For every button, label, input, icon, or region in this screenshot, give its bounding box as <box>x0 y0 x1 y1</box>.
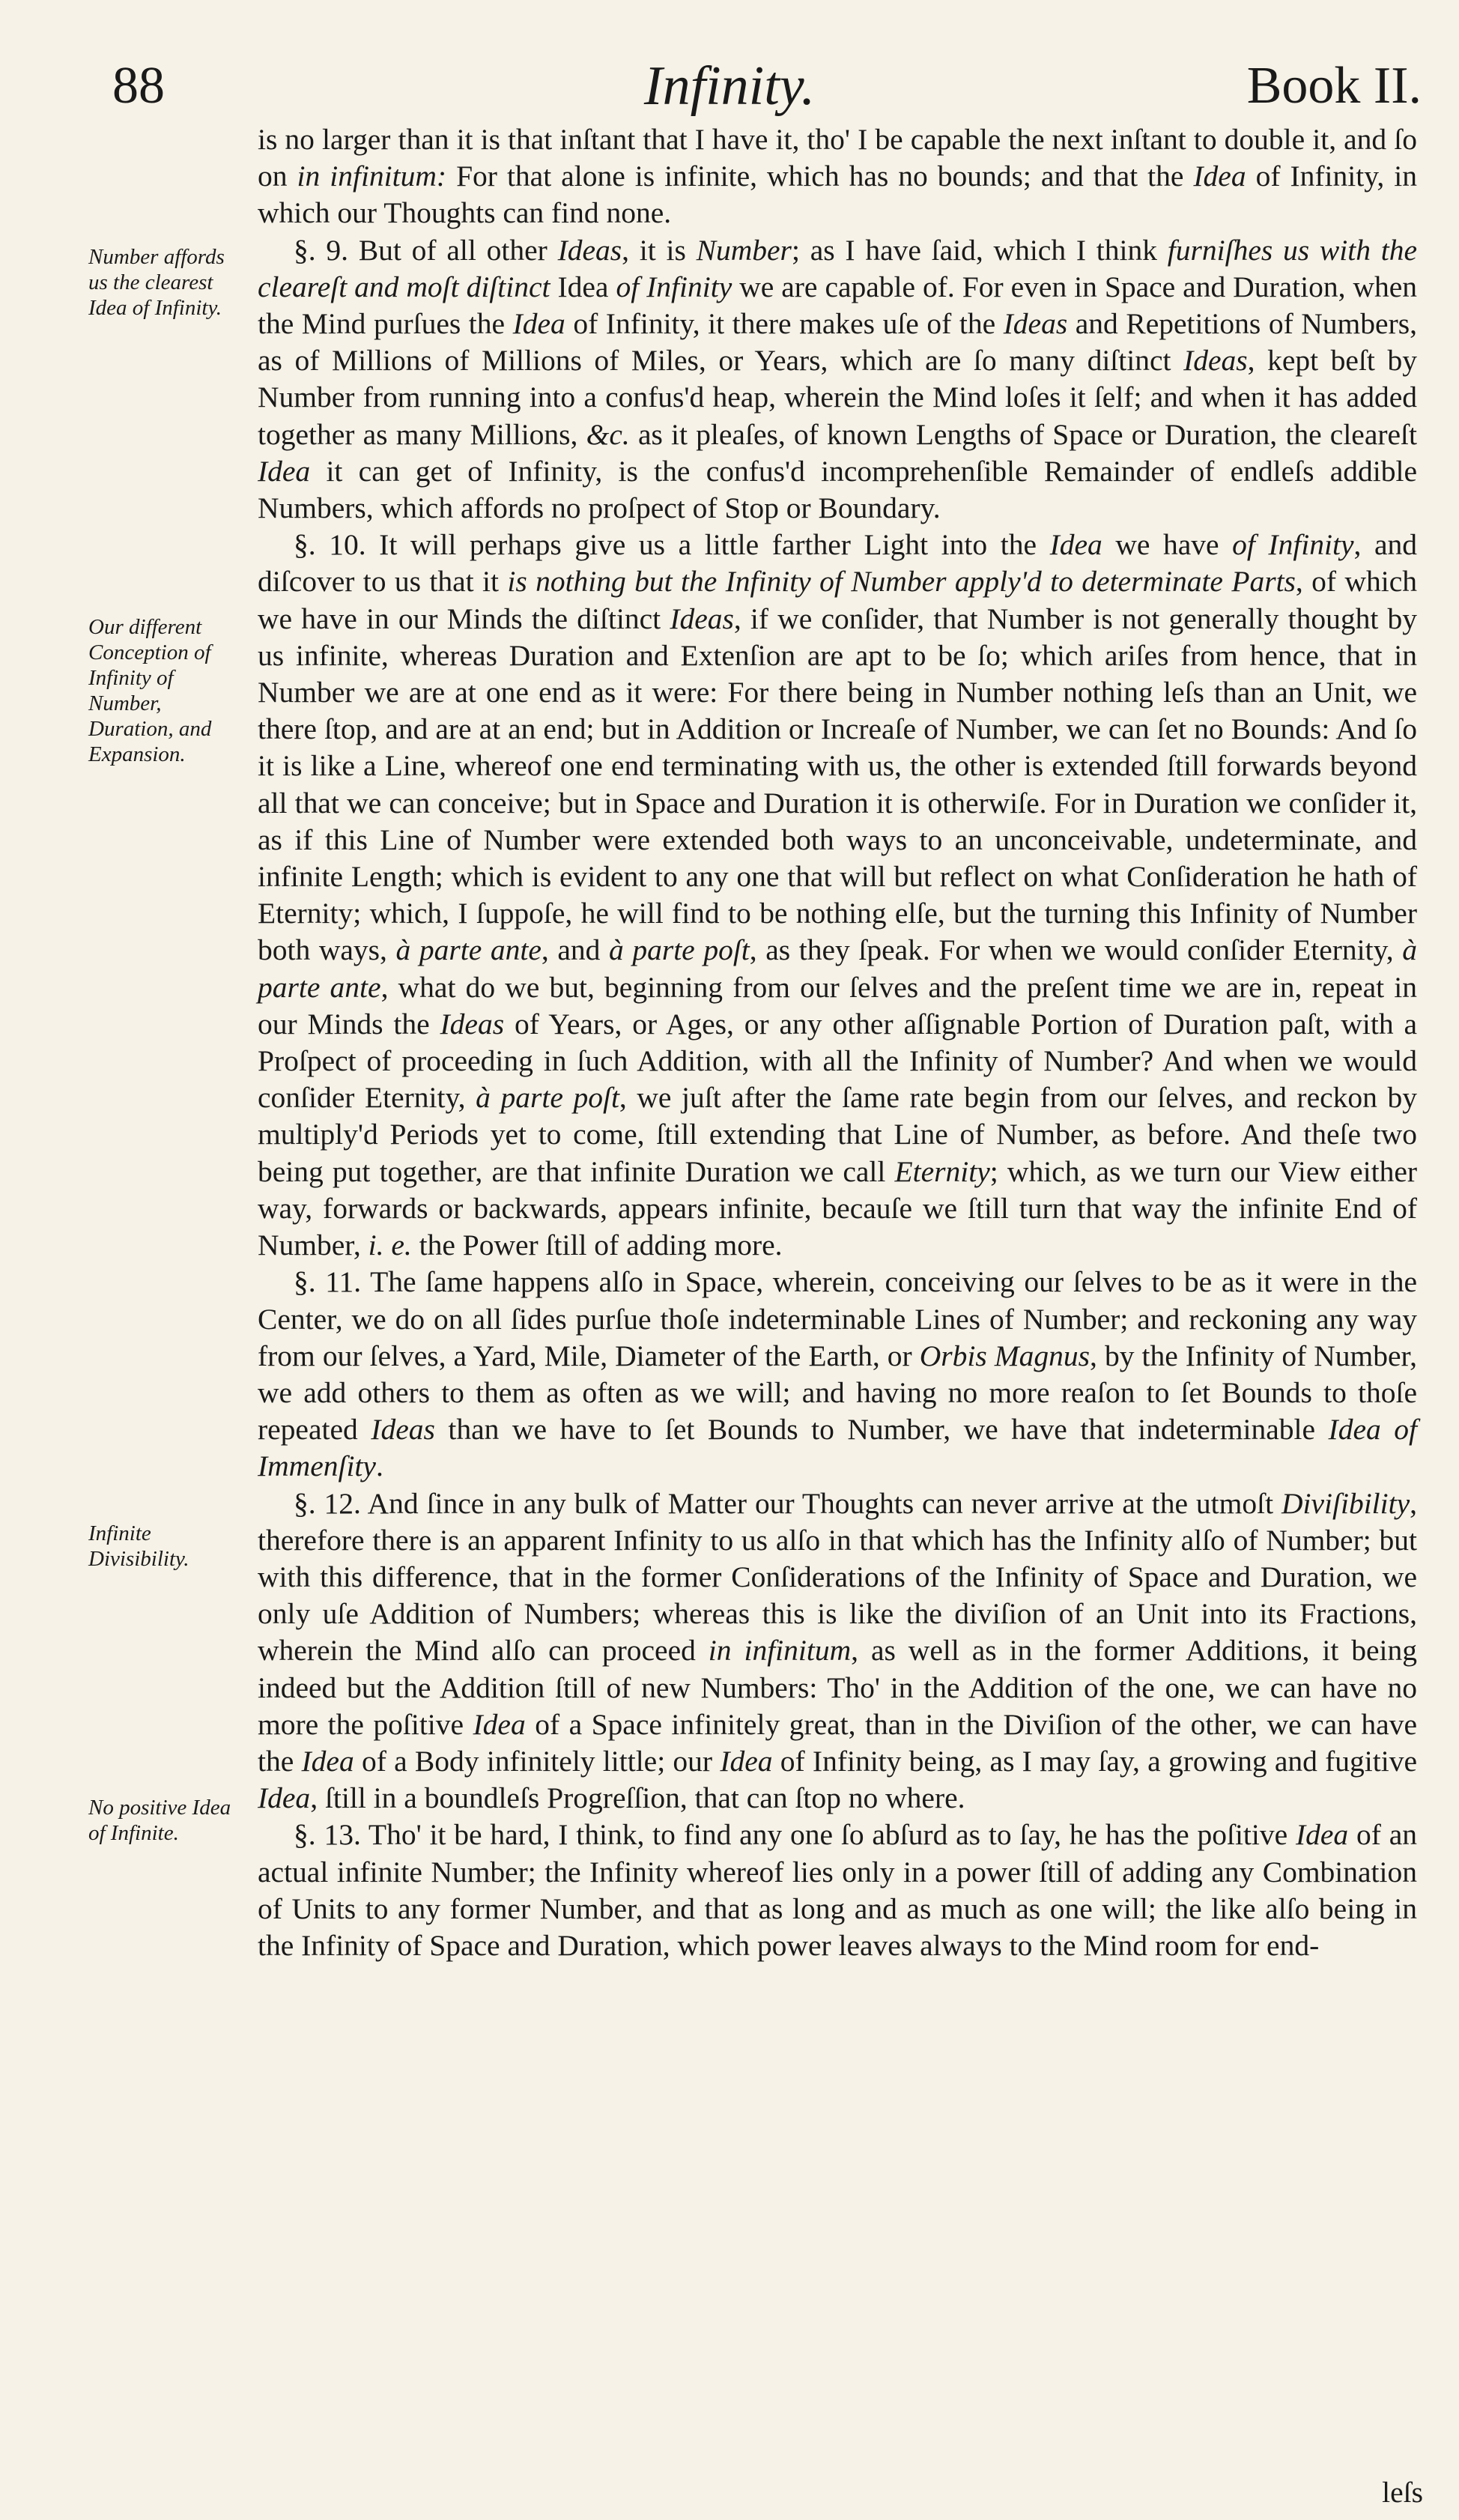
text-run: ; which, as we turn our View either way, forwards or backwards, appears infinite, becauſe we ſtill turn that way the infinite End of Number, <box>258 1154 1418 1262</box>
italic-run: Idea <box>1049 528 1102 562</box>
text-run: than we have to ſet Bounds to Number, we have that indeterminable <box>434 1413 1329 1447</box>
italic-run: Ideas <box>371 1413 435 1447</box>
text-run: , and diſcover to us that it <box>258 528 1418 599</box>
italic-run: Ideas <box>557 233 622 267</box>
book-label: Book II. <box>1246 57 1422 115</box>
italic-run: Idea of Immenſity <box>258 1413 1417 1483</box>
italic-run: à parte ante <box>258 933 1417 1004</box>
text-run: §. 13. Tho' it be hard, I think, to find any one ſo abſurd as to ſay, he has the poſitive <box>294 1818 1296 1852</box>
text-run: and Repetitions of Numbers, as of Millions of Millions of Miles, or Years, which are ſo many diſtinct <box>258 307 1417 378</box>
italic-run: is nothing but the Infinity of Number apply'd to determinate Parts <box>507 565 1296 599</box>
italic-run: Ideas <box>1183 344 1248 378</box>
text-run: is no larger than it is that inſtant that I have it, tho' I be capable the next inſtant to double it, and ſo on <box>258 123 1417 193</box>
text-run: §. 9. But of all other <box>294 233 558 267</box>
italic-run: Ideas <box>670 602 734 635</box>
sidenote-no-positive-idea: No positive Idea of Infinite. <box>88 1796 231 1845</box>
italic-run: à parte poſt <box>608 933 750 967</box>
sidenote-conception: Our different Conception of Infinity of Number, Duration, and Expansion. <box>88 615 212 766</box>
sidenote-number: Number affords us the clearest Idea of Infinity. <box>88 245 225 320</box>
text-run: as it pleaſes, of known Lengths of Space or Duration, the cleareſt <box>629 417 1417 451</box>
italic-run: Idea <box>473 1707 526 1741</box>
italic-run: Idea <box>1193 160 1246 193</box>
paragraph-section-9 <box>258 232 1417 527</box>
text-run: , we juſt after the ſame rate begin from our ſelves, and reckon by multiply'd Periods yet to come, ſtill extending that Line of Number, as before. And theſe two being put together, are that infinite Duration we call <box>258 1081 1417 1188</box>
italic-run: à parte poſt <box>476 1081 619 1115</box>
running-title: Infinity. <box>643 55 816 117</box>
italic-run: Idea <box>720 1744 773 1778</box>
text-run: §. 12. And ſince in any bulk of Matter our Thoughts can never arrive at the utmoſt <box>294 1486 1281 1520</box>
italic-run: Idea <box>1295 1818 1349 1852</box>
text-run: , of which we have in our Minds the diſtinct <box>258 565 1417 635</box>
text-run: , as well as in the former Additions, it being indeed but the Addition ſtill of new Numbers: Tho' in the Addition of the one, we can have no more the poſitive <box>258 1634 1418 1741</box>
text-run: of a Body infinitely little; our <box>354 1744 721 1778</box>
italic-run: Idea <box>301 1744 354 1778</box>
paragraph <box>258 121 1417 232</box>
text-run: it can get of Infinity, is the confus'd incomprehenſible Remainder of endleſs addible Numbers, which affords no proſpect of Stop or Boundary. <box>258 454 1417 525</box>
text-run: Idea <box>550 270 616 303</box>
text-run: , ſtill in a boundleſs Progreſſion, that can ſtop no where. <box>310 1781 965 1815</box>
text-run: of Infinity, in which our Thoughts can find none. <box>258 160 1418 230</box>
text-run: of Infinity being, as I may ſay, a growing and fugitive <box>772 1744 1417 1778</box>
text-run: of a Space infinitely great, than in the Diviſion of the other, we can have the <box>258 1707 1417 1778</box>
text-run: of Infinity, it there makes uſe of the <box>565 307 1004 341</box>
italic-run: &c. <box>586 417 630 451</box>
italic-run: of Infinity <box>1232 528 1354 562</box>
italic-run: Ideas <box>1003 307 1068 341</box>
text-run: we have <box>1102 528 1233 562</box>
text-run: , kept beſt by Number from running into a confus'd heap, wherein the Mind loſes it ſelf; and when it has added together as many Millions, <box>258 344 1417 451</box>
italic-run: Ideas <box>440 1007 505 1041</box>
italic-run: i. e. <box>368 1229 412 1262</box>
italic-run: Idea <box>512 307 565 341</box>
italic-run: furniſhes us with the cleareſt and moſt diſtinct <box>258 233 1417 303</box>
text-run: , it is <box>622 233 697 267</box>
catchword: leſs <box>1382 2476 1423 2509</box>
text-run: , what do we but, beginning from our ſelves and the preſent time we are in, repeat in our Minds the <box>258 970 1417 1041</box>
italic-run: of Infinity <box>616 270 732 303</box>
text-run: , and <box>541 933 609 967</box>
text-run: the Power ſtill of adding more. <box>411 1229 783 1262</box>
italic-run: Eternity <box>894 1154 990 1188</box>
main-text <box>258 121 1417 1964</box>
text-run: §. 10. It will perhaps give us a little farther Light into the <box>294 528 1050 562</box>
text-run: , by the Infinity of Number, we add others to them as often as we will; and having no more reaſon to ſet Bounds to thoſe repeated <box>258 1339 1417 1447</box>
sidenote-divisibility: Infinite Divisibility. <box>88 1521 189 1571</box>
text-run: . <box>375 1450 383 1483</box>
paragraph-section-13 <box>258 1817 1417 1964</box>
text-run: of an actual infinite Number; the Infinity whereof lies only in a power ſtill of adding any Combination of Units to any former Number, and that as long and as much as one will; the like alſo being in the Infinity of Space and Duration, which power leaves always to the Mind room for end- <box>258 1818 1418 1962</box>
text-run: §. 11. The ſame happens alſo in Space, wherein, conceiving our ſelves to be as it were in the Center, we do on all ſides purſue thoſe indeterminable Lines of Number; and reckoning any way from our ſelves, a Yard, Mile, Diameter of the Earth, or <box>258 1265 1417 1372</box>
italic-run: in infinitum <box>708 1634 852 1668</box>
italic-run: Idea <box>258 1781 311 1815</box>
italic-run: Diviſibility <box>1281 1486 1410 1520</box>
italic-run: à parte ante <box>395 933 542 967</box>
text-run: , therefore there is an apparent Infinity to us alſo in that which has the Infinity alſo of Number; but with this difference, that in the former Conſiderations of the Infinity of Space and Duration, we only uſe Addition of Numbers; whereas this is like the diviſion of an Unit into its Fractions, wherein the Mind alſo can proceed <box>258 1486 1417 1668</box>
paragraph-section-11 <box>258 1264 1417 1485</box>
text-run: , as they ſpeak. For when we would conſider Eternity, <box>749 933 1403 967</box>
paragraph-section-10 <box>258 527 1417 1264</box>
italic-run: Idea <box>258 454 311 488</box>
text-run: ; as I have ſaid, which I think <box>791 233 1168 267</box>
italic-run: Orbis Magnus <box>919 1339 1091 1372</box>
italic-run: Number <box>696 233 792 267</box>
text-run: of Years, or Ages, or any other aſſignable Portion of Duration paſt, with a Proſpect of proceeding in ſuch Addition, with all the Infinity of Number? And when we would conſider Eternity, <box>258 1007 1417 1115</box>
paragraph-section-12 <box>258 1485 1417 1817</box>
italic-run: in infinitum: <box>297 160 447 193</box>
text-run: For that alone is infinite, which has no bounds; and that the <box>446 160 1194 193</box>
page-number: 88 <box>112 57 165 115</box>
text-run: , if we conſider, that Number is not generally thought by us infinite, whereas Duration and Extenſion are apt to be ſo; which ariſes from hence, that in Number we are at one end as it were: For there being in Number nothing leſs than an Unit, we there ſtop, and are at an end; but in Addition or Increaſe of Number, we can ſet no Bounds: And ſo it is like a Line, whereof one end terminating with us, the other is extended ſtill forwards beyond all that we can conceive; but in Space and Duration it is otherwiſe. For in Duration we conſider it, as if this Line of Number were extended both ways to an unconceivable, undeterminate, and infinite Length; which is evident to any one that will but reflect on what Conſideration he hath of Eternity; which, I ſuppoſe, he will find to be nothing elſe, but the turning this Infinity of Number both ways, <box>258 602 1417 967</box>
text-run: we are capable of. For even in Space and Duration, when the Mind purſues the <box>258 270 1418 341</box>
